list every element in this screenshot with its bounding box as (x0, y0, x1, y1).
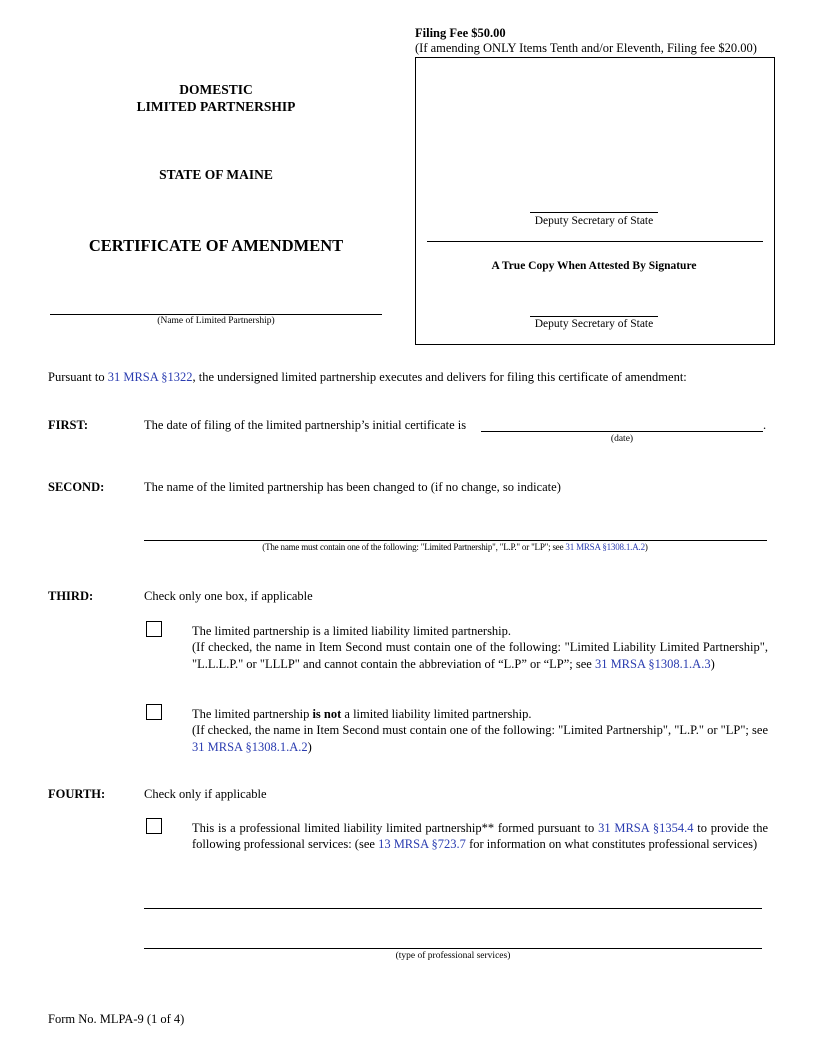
third-option-not-llp-text: (If checked, the name in Item Second must contain one of the following: "Limited Partnership", "L.P." or "LP"; see (192, 723, 768, 738)
professional-services-line-1[interactable] (144, 908, 762, 909)
first-text: The date of filing of the limited partnership’s initial certificate is (144, 418, 467, 432)
header-line-domestic: DOMESTIC (179, 82, 253, 97)
third-option-not-llp-link[interactable]: 31 MRSA §1308.1.A.2 (192, 739, 308, 754)
second-caption-link[interactable]: 31 MRSA §1308.1.A.2 (565, 542, 645, 552)
not-llp-emphasis: is not (312, 707, 342, 721)
fourth-instruction: Check only if applicable (144, 787, 267, 801)
deputy-signature-line-2 (530, 316, 658, 317)
third-option-not-llp-statement (192, 706, 768, 722)
second-caption (112, 542, 798, 552)
fourth-label: FOURTH: (48, 787, 106, 801)
fourth-text-2: to provide the following professional services: (see (192, 821, 768, 852)
fourth-link-1354[interactable]: 31 MRSA §1354.4 (598, 821, 694, 835)
lp-name-line[interactable] (50, 314, 382, 315)
third-instruction: Check only one box, if applicable (144, 589, 313, 603)
intro-statute-link[interactable]: 31 MRSA §1322 (107, 370, 193, 384)
third-option-llp-body (192, 639, 768, 672)
first-period: . (763, 418, 767, 432)
third-option-llp-end: ) (710, 656, 715, 671)
professional-checkbox[interactable] (146, 818, 162, 834)
header-type (116, 81, 316, 115)
first-date-caption: (date) (610, 434, 634, 444)
intro-suffix: , the undersigned limited partnership executes and delivers for filing this certificate of amendment: (192, 370, 687, 384)
second-caption-prefix: (The name must contain one of the following: "Limited Partnership", "L.P." or "LP"; see (262, 542, 566, 552)
third-option-llp (192, 623, 768, 672)
third-option-not-llp-end: ) (307, 739, 312, 754)
box-divider (427, 241, 763, 242)
fourth-text-1: This is a professional limited liability limited partnership** formed pursuant to (192, 821, 599, 835)
filing-fee-title: Filing Fee $50.00 (415, 26, 506, 40)
second-caption-suffix: ) (644, 542, 648, 552)
filing-stamp-box (415, 57, 775, 345)
header-state: STATE OF MAINE (159, 167, 273, 182)
third-label: THIRD: (48, 589, 94, 603)
third-option-not-llp (192, 706, 768, 755)
filing-fee-note: (If amending ONLY Items Tenth and/or Eleventh, Filing fee $20.00) (415, 41, 757, 55)
third-option-llp-statement: The limited partnership is a limited liability limited partnership. (192, 624, 512, 638)
third-option-llp-link[interactable]: 31 MRSA §1308.1.A.3 (594, 656, 711, 671)
first-date-field[interactable] (481, 431, 763, 432)
first-label: FIRST: (48, 418, 89, 432)
intro-paragraph (48, 370, 687, 385)
true-copy-text: A True Copy When Attested By Signature (491, 260, 697, 272)
professional-services-caption: (type of professional services) (395, 951, 511, 961)
not-llp-prefix: The limited partnership (192, 707, 313, 721)
deputy-caption-1: Deputy Secretary of State (534, 215, 654, 227)
second-text: The name of the limited partnership has been changed to (if no change, so indicate) (144, 480, 561, 494)
lp-name-caption: (Name of Limited Partnership) (157, 316, 275, 326)
page-title: CERTIFICATE OF AMENDMENT (88, 236, 344, 255)
third-option-not-llp-body (192, 722, 768, 755)
fourth-option-text (192, 820, 768, 853)
form-number: Form No. MLPA-9 (1 of 4) (48, 1012, 185, 1026)
fourth-text-3: for information on what constitutes professional services) (465, 837, 758, 852)
deputy-caption-2: Deputy Secretary of State (534, 318, 654, 330)
professional-services-line-2[interactable] (144, 948, 762, 949)
deputy-signature-line-1 (530, 212, 658, 213)
llp-checkbox[interactable] (146, 621, 162, 637)
header-line-limited-partnership: LIMITED PARTNERSHIP (136, 99, 296, 114)
second-new-name-field[interactable] (144, 540, 767, 541)
intro-prefix: Pursuant to (48, 370, 108, 384)
third-option-llp-text: (If checked, the name in Item Second must contain one of the following: "Limited Liability Limited Partnership", "L.L.L.P." or "LLLP" and cannot contain the abbreviation of “L.P” or “LP”; see (192, 640, 768, 671)
second-label: SECOND: (48, 480, 105, 494)
fourth-link-723[interactable]: 13 MRSA §723.7 (378, 837, 466, 852)
not-llp-suffix: a limited liability limited partnership. (341, 707, 532, 721)
not-llp-checkbox[interactable] (146, 704, 162, 720)
